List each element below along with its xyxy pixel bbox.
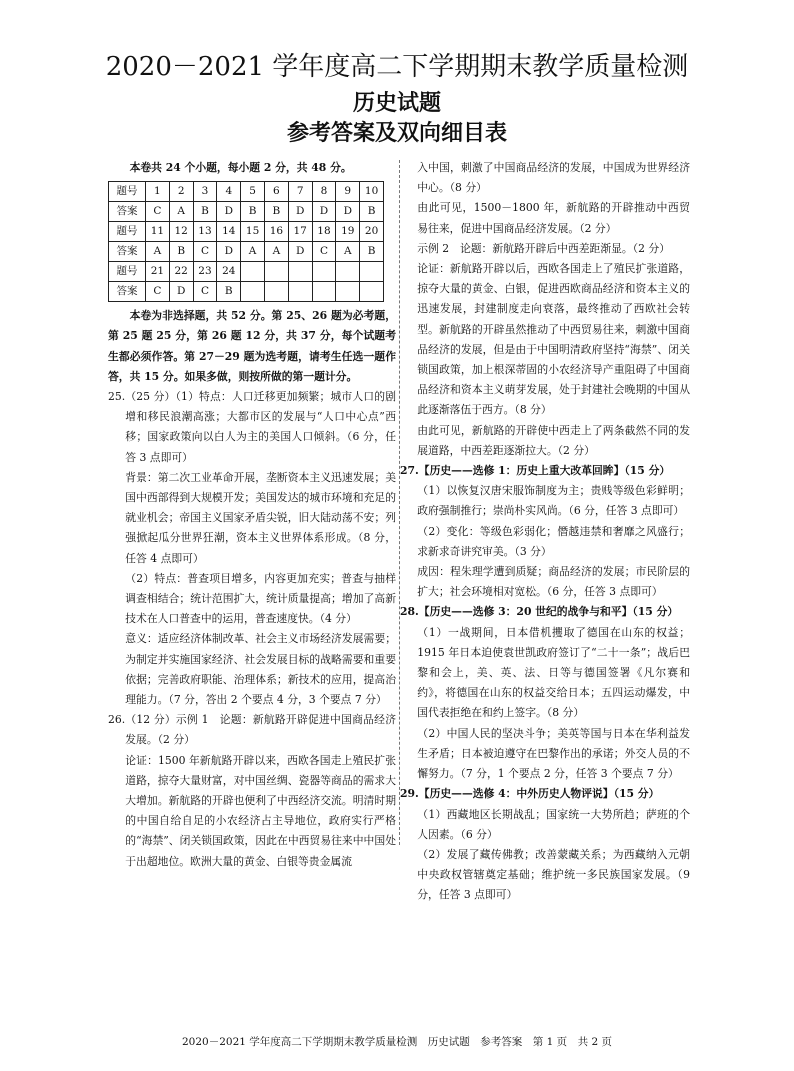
answer-table-cell	[241, 282, 265, 302]
answer-table-cell: 18	[312, 222, 336, 242]
q26-example2-thesis: 示例 2 论题：新航路开辟后中西差距渐显。（2 分）	[417, 241, 670, 255]
answer-table-row-label: 答案	[109, 202, 146, 222]
answer-table-cell: 13	[193, 222, 217, 242]
answer-table-row	[109, 282, 384, 302]
q29-part2: （2）发展了藏传佛教；改善蒙藏关系；为西藏纳入元朝中央政权管辖奠定基础；维护统一多民族国家发展。（9 分，任答 3 点即可）	[417, 847, 690, 902]
answer-table-cell: 7	[288, 182, 312, 202]
q29-heading: 29.【历史——选修 4：中外历史人物评说】（15 分）	[400, 787, 660, 801]
q26-argument-cont: 入中国，刺激了中国商品经济的发展，中国成为世界经济中心。（8 分）	[417, 161, 690, 195]
answer-table-cell: D	[312, 202, 336, 222]
answer-table-row-label: 题号	[109, 262, 146, 282]
answer-table-cell	[288, 282, 312, 302]
answer-table-cell: 14	[217, 222, 241, 242]
answer-table-cell: D	[217, 242, 241, 262]
answer-table-cell: 21	[146, 262, 170, 282]
answer-table-cell: 19	[336, 222, 360, 242]
document-title: 2020－2021 学年度高二下学期期末教学质量检测	[105, 52, 689, 82]
answer-table-cell: D	[288, 202, 312, 222]
answer-table-cell	[264, 262, 288, 282]
answer-table-cell: A	[264, 242, 288, 262]
answer-table-cell	[360, 282, 384, 302]
answer-table-cell: B	[217, 282, 241, 302]
q26-conclusion-2: 由此可见，新航路的开辟使中西走上了两条截然不同的发展道路，中西差距逐渐拉大。（2 分）	[417, 423, 690, 457]
answer-table-cell: B	[360, 242, 384, 262]
answer-table-cell	[264, 282, 288, 302]
q28-heading: 28.【历史——选修 3：20 世纪的战争与和平】（15 分）	[400, 605, 679, 619]
subject-title: 历史试题	[352, 91, 441, 116]
answer-table-row	[109, 202, 384, 222]
q27-heading: 27.【历史——选修 1：历史上重大改革回眸】（15 分）	[400, 464, 671, 478]
q25-background: 背景：第二次工业革命开展，垄断资本主义迅速发展；美国中西部得到大规模开发；美国发达的城市环境和充足的就业机会；帝国主义国家矛盾尖锐，旧大陆动荡不安；列强掀起瓜分世界狂潮，资本主义世界体系形成。（8 分，任答 4 点即可）	[125, 470, 396, 565]
q27-part2: （2）变化：等级色彩弱化；僭越违禁和奢靡之风盛行；求新求奇讲究审美。（3 分）	[417, 524, 690, 558]
answer-table-cell: C	[193, 282, 217, 302]
answer-table-cell	[288, 262, 312, 282]
answer-table-cell: 11	[146, 222, 170, 242]
answer-table-row	[109, 222, 384, 242]
q27-causes: 成因：程朱理学遭到质疑；商品经济的发展；市民阶层的扩大；社会环境相对宽松。（6 分，任答 3 点即可）	[417, 565, 690, 599]
answer-table-cell: 8	[312, 182, 336, 202]
q29-part1: （1）西藏地区长期战乱；国家统一大势所趋；萨班的个人因素。（6 分）	[417, 807, 690, 841]
answer-table-cell	[312, 262, 336, 282]
answer-table-cell: C	[146, 202, 170, 222]
answer-table-cell: 5	[241, 182, 265, 202]
left-column	[108, 158, 396, 872]
section2-intro: 本卷为非选择题，共 52 分。第 25、26 题为必考题，第 25 题 25 分，第 26 题 12 分，共 37 分，每个试题考生都必须作答。第 27－29 题为选考题，请考生任选一题作答，共 15 分。如果多做，则按所做的第一题计分。	[108, 309, 396, 383]
q27-part1: （1）以恢复汉唐宋服饰制度为主；贵贱等级色彩鲜明；政府强制推行；崇尚朴实风尚。（6 分，任答 3 点即可）	[417, 484, 690, 518]
answer-table-cell: A	[336, 242, 360, 262]
answer-table-row	[109, 242, 384, 262]
answer-table-cell: D	[169, 282, 193, 302]
section1-intro: 本卷共 24 个小题，每小题 2 分，共 48 分。	[129, 161, 352, 174]
answer-table-row-label: 题号	[109, 182, 146, 202]
answer-table-cell: 10	[360, 182, 384, 202]
answer-table-cell: B	[169, 242, 193, 262]
answer-table-cell: A	[241, 242, 265, 262]
answer-table	[108, 181, 384, 302]
answer-table-cell	[360, 262, 384, 282]
subtitle: 参考答案及双向细目表	[286, 121, 507, 146]
answer-table-row-label: 题号	[109, 222, 146, 242]
answer-table-cell: 9	[336, 182, 360, 202]
answer-table-cell	[336, 282, 360, 302]
q25-significance: 意义：适应经济体制改革、社会主义市场经济发展需要；为制定并实施国家经济、社会发展目标的战略需要和重要依据；完善政府职能、治理体系；新技术的应用，提高治理能力。（7 分，答出 2 个要点 4 分，3 个要点 7 分）	[125, 632, 396, 707]
answer-table-cell: 20	[360, 222, 384, 242]
answer-table-row	[109, 182, 384, 202]
answer-table-cell: B	[360, 202, 384, 222]
answer-table-row-label: 答案	[109, 282, 146, 302]
q26-argument: 论证：1500 年新航路开辟以来，西欧各国走上殖民扩张道路，掠夺大量财富，对中国丝绸、瓷器等商品的需求大大增加。新航路的开辟也便利了中西经济交流。明清时期的中国自给自足的小农经济占主导地位，政府实行严格的“海禁”、闭关锁国政策，因此在中西贸易往来中中国处于出超地位。欧洲大量的黄金、白银等贵金属流	[125, 753, 396, 868]
q26-example2-argument: 论证：新航路开辟以后，西欧各国走上了殖民扩张道路，掠夺大量的黄金、白银，促进西欧商品经济和资本主义的迅速发展，封建制度走向衰落，最终推动了西欧社会转型。新航路的开辟虽然推动了中西贸易往来，刺激中国商品经济的发展，但是由于中国明清政府坚持“海禁”、闭关锁国政策，加上根深蒂固的小农经济导产重阻碍了中国商品经济和资本主义萌芽发展，处于封建社会晚期的中国从此逐渐落伍于西方。（8 分）	[417, 262, 690, 417]
answer-table-cell: 1	[146, 182, 170, 202]
q26-conclusion-1: 由此可见，1500－1800 年，新航路的开辟推动中西贸易往来，促进中国商品经济发展。（2 分）	[417, 201, 690, 235]
answer-table-cell: 12	[169, 222, 193, 242]
page-footer: 2020－2021 学年度高二下学期期末教学质量检测 历史试题 参考答案 第 1 页 共 2 页	[182, 1036, 612, 1048]
answer-table-cell	[312, 282, 336, 302]
answer-table-cell: B	[264, 202, 288, 222]
answer-table-cell: 2	[169, 182, 193, 202]
answer-table-cell: 6	[264, 182, 288, 202]
answer-table-row	[109, 262, 384, 282]
answer-table-cell: 22	[169, 262, 193, 282]
answer-table-row-label: 答案	[109, 242, 146, 262]
answer-table-cell: C	[312, 242, 336, 262]
answer-table-cell	[336, 262, 360, 282]
answer-table-cell: D	[288, 242, 312, 262]
answer-table-cell: 17	[288, 222, 312, 242]
answer-table-cell: 15	[241, 222, 265, 242]
answer-table-cell: B	[193, 202, 217, 222]
q28-part2: （2）中国人民的坚决斗争；美英等国与日本在华利益发生矛盾；日本被迫遵守在巴黎作出的承诺；外交人员的不懈努力。（7 分，1 个要点 2 分，任答 3 个要点 7 分）	[417, 726, 690, 781]
answer-table-cell: 4	[217, 182, 241, 202]
q28-part1: （1）一战期间，日本借机攫取了德国在山东的权益；1915 年日本迫使袁世凯政府签订了“二十一条”；战后巴黎和会上，美、英、法、日等与德国签署《凡尔赛和约》，将德国在山东的权益交给日本；五四运动爆发，中国代表拒绝在和约上签字。（8 分）	[417, 625, 690, 720]
answer-table-cell: 23	[193, 262, 217, 282]
answer-table-cell: B	[241, 202, 265, 222]
answer-table-cell: C	[193, 242, 217, 262]
answer-table-cell: A	[146, 242, 170, 262]
answer-table-cell: A	[169, 202, 193, 222]
right-column	[400, 158, 690, 906]
answer-table-cell: C	[146, 282, 170, 302]
q26-thesis: 26.（12 分）示例 1 论题：新航路开辟促进中国商品经济发展。（2 分）	[108, 713, 396, 747]
answer-table-cell: 3	[193, 182, 217, 202]
q25-part1: 25.（25 分）（1）特点：人口迁移更加频繁；城市人口的剧增和移民浪潮高涨；大都市区的发展与“人口中心点”西移；国家政策向以白人为主的美国人口倾斜。（6 分，任答 3 点即可）	[108, 390, 396, 464]
answer-table-cell: 24	[217, 262, 241, 282]
answer-table-cell: 16	[264, 222, 288, 242]
answer-table-cell	[241, 262, 265, 282]
q25-part2: （2）特点：普查项目增多，内容更加充实；普查与抽样调查相结合；统计范围扩大，统计质量提高；增加了高新技术在人口普查中的运用，普查速度快。（4 分）	[125, 571, 396, 626]
answer-table-cell: D	[217, 202, 241, 222]
answer-table-cell: D	[336, 202, 360, 222]
